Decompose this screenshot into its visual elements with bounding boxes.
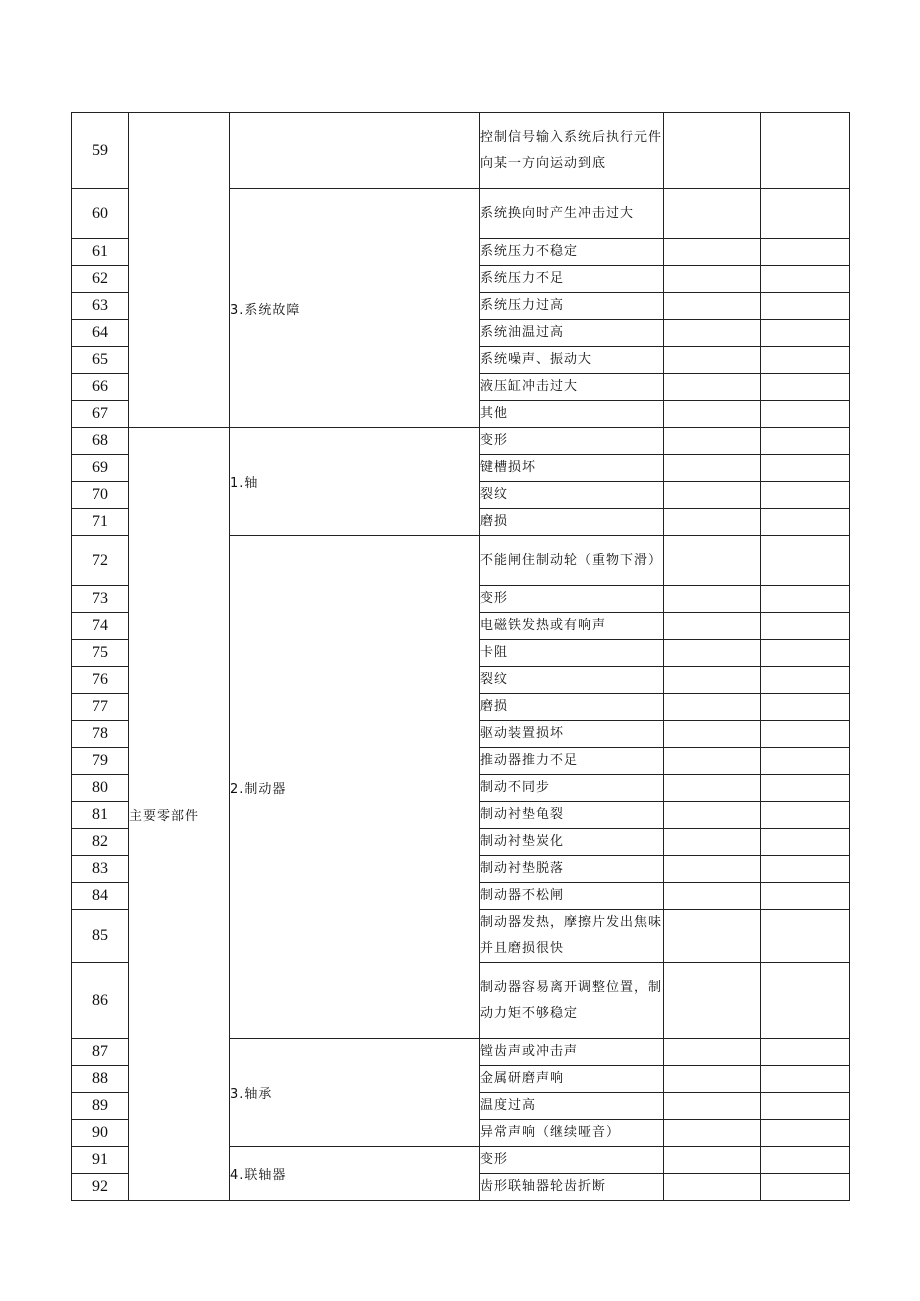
row-number: 62 <box>72 266 129 293</box>
fault-description: 卡阻 <box>480 640 664 667</box>
fault-description: 制动不同步 <box>480 775 664 802</box>
fault-description: 磨损 <box>480 694 664 721</box>
subgroup-brake: 2.制动器 <box>230 536 480 1039</box>
remark-cell[interactable] <box>761 1039 850 1066</box>
subgroup-cell-empty <box>230 113 480 189</box>
fault-description: 金属研磨声响 <box>480 1066 664 1093</box>
fault-description: 变形 <box>480 428 664 455</box>
remark-cell[interactable] <box>761 667 850 694</box>
fault-description: 系统油温过高 <box>480 320 664 347</box>
subgroup-coupling: 4.联轴器 <box>230 1147 480 1201</box>
fault-description: 制动器不松闸 <box>480 883 664 910</box>
fault-description: 制动器发热，摩擦片发出焦味并且磨损很快 <box>480 910 664 963</box>
result-cell[interactable] <box>664 455 761 482</box>
remark-cell[interactable] <box>761 347 850 374</box>
row-number: 71 <box>72 509 129 536</box>
row-number: 64 <box>72 320 129 347</box>
remark-cell[interactable] <box>761 428 850 455</box>
remark-cell[interactable] <box>761 640 850 667</box>
subgroup-system-fault: 3.系统故障 <box>230 189 480 428</box>
result-cell[interactable] <box>664 1066 761 1093</box>
remark-cell[interactable] <box>761 189 850 239</box>
result-cell[interactable] <box>664 428 761 455</box>
row-number: 92 <box>72 1174 129 1201</box>
result-cell[interactable] <box>664 640 761 667</box>
result-cell[interactable] <box>664 802 761 829</box>
remark-cell[interactable] <box>761 829 850 856</box>
result-cell[interactable] <box>664 586 761 613</box>
remark-cell[interactable] <box>761 455 850 482</box>
remark-cell[interactable] <box>761 401 850 428</box>
fault-description: 不能闸住制动轮（重物下滑） <box>480 536 664 586</box>
row-number: 70 <box>72 482 129 509</box>
fault-description: 系统噪声、振动大 <box>480 347 664 374</box>
fault-description: 制动器容易离开调整位置，制动力矩不够稳定 <box>480 963 664 1039</box>
result-cell[interactable] <box>664 482 761 509</box>
fault-description: 齿形联轴器轮齿折断 <box>480 1174 664 1201</box>
category-cell-empty <box>129 113 230 428</box>
row-number: 85 <box>72 910 129 963</box>
result-cell[interactable] <box>664 963 761 1039</box>
result-cell[interactable] <box>664 910 761 963</box>
subgroup-bearing: 3.轴承 <box>230 1039 480 1147</box>
fault-description: 变形 <box>480 1147 664 1174</box>
result-cell[interactable] <box>664 239 761 266</box>
row-number: 89 <box>72 1093 129 1120</box>
row-number: 63 <box>72 293 129 320</box>
row-number: 82 <box>72 829 129 856</box>
remark-cell[interactable] <box>761 748 850 775</box>
result-cell[interactable] <box>664 748 761 775</box>
remark-cell[interactable] <box>761 374 850 401</box>
result-cell[interactable] <box>664 694 761 721</box>
row-number: 80 <box>72 775 129 802</box>
result-cell[interactable] <box>664 1174 761 1201</box>
remark-cell[interactable] <box>761 694 850 721</box>
remark-cell[interactable] <box>761 1066 850 1093</box>
fault-description: 控制信号输入系统后执行元件向某一方向运动到底 <box>480 113 664 189</box>
fault-description: 裂纹 <box>480 667 664 694</box>
result-cell[interactable] <box>664 775 761 802</box>
result-cell[interactable] <box>664 113 761 189</box>
result-cell[interactable] <box>664 1147 761 1174</box>
remark-cell[interactable] <box>761 239 850 266</box>
row-number: 86 <box>72 963 129 1039</box>
remark-cell[interactable] <box>761 1120 850 1147</box>
row-number: 73 <box>72 586 129 613</box>
remark-cell[interactable] <box>761 613 850 640</box>
result-cell[interactable] <box>664 266 761 293</box>
fault-description: 磨损 <box>480 509 664 536</box>
remark-cell[interactable] <box>761 775 850 802</box>
remark-cell[interactable] <box>761 802 850 829</box>
remark-cell[interactable] <box>761 883 850 910</box>
result-cell[interactable] <box>664 1039 761 1066</box>
fault-description: 其他 <box>480 401 664 428</box>
remark-cell[interactable] <box>761 266 850 293</box>
result-cell[interactable] <box>664 401 761 428</box>
row-number: 60 <box>72 189 129 239</box>
remark-cell[interactable] <box>761 113 850 189</box>
result-cell[interactable] <box>664 374 761 401</box>
remark-cell[interactable] <box>761 586 850 613</box>
fault-description: 驱动装置损坏 <box>480 721 664 748</box>
fault-description: 系统压力过高 <box>480 293 664 320</box>
fault-description: 电磁铁发热或有响声 <box>480 613 664 640</box>
result-cell[interactable] <box>664 667 761 694</box>
remark-cell[interactable] <box>761 293 850 320</box>
result-cell[interactable] <box>664 883 761 910</box>
fault-description: 推动器推力不足 <box>480 748 664 775</box>
row-number: 66 <box>72 374 129 401</box>
row-number: 81 <box>72 802 129 829</box>
fault-description: 制动衬垫炭化 <box>480 829 664 856</box>
row-number: 59 <box>72 113 129 189</box>
fault-description: 变形 <box>480 586 664 613</box>
remark-cell[interactable] <box>761 910 850 963</box>
row-number: 61 <box>72 239 129 266</box>
result-cell[interactable] <box>664 613 761 640</box>
result-cell[interactable] <box>664 509 761 536</box>
row-number: 83 <box>72 856 129 883</box>
result-cell[interactable] <box>664 293 761 320</box>
result-cell[interactable] <box>664 829 761 856</box>
remark-cell[interactable] <box>761 721 850 748</box>
result-cell[interactable] <box>664 320 761 347</box>
table-row <box>72 113 850 189</box>
fault-description: 系统压力不足 <box>480 266 664 293</box>
row-number: 65 <box>72 347 129 374</box>
remark-cell[interactable] <box>761 509 850 536</box>
result-cell[interactable] <box>664 856 761 883</box>
fault-description: 系统压力不稳定 <box>480 239 664 266</box>
row-number: 72 <box>72 536 129 586</box>
remark-cell[interactable] <box>761 1093 850 1120</box>
row-number: 79 <box>72 748 129 775</box>
row-number: 90 <box>72 1120 129 1147</box>
remark-cell[interactable] <box>761 482 850 509</box>
result-cell[interactable] <box>664 721 761 748</box>
fault-description: 制动衬垫龟裂 <box>480 802 664 829</box>
fault-description: 液压缸冲击过大 <box>480 374 664 401</box>
result-cell[interactable] <box>664 536 761 586</box>
inspection-table <box>71 112 850 1201</box>
result-cell[interactable] <box>664 1120 761 1147</box>
category-main-parts: 主要零部件 <box>129 428 230 1201</box>
row-number: 75 <box>72 640 129 667</box>
row-number: 77 <box>72 694 129 721</box>
remark-cell[interactable] <box>761 963 850 1039</box>
remark-cell[interactable] <box>761 320 850 347</box>
row-number: 76 <box>72 667 129 694</box>
fault-description: 制动衬垫脱落 <box>480 856 664 883</box>
row-number: 68 <box>72 428 129 455</box>
row-number: 84 <box>72 883 129 910</box>
remark-cell[interactable] <box>761 1147 850 1174</box>
remark-cell[interactable] <box>761 856 850 883</box>
fault-description: 镗齿声或冲击声 <box>480 1039 664 1066</box>
fault-description: 系统换向时产生冲击过大 <box>480 189 664 239</box>
row-number: 87 <box>72 1039 129 1066</box>
subgroup-shaft: 1.轴 <box>230 428 480 536</box>
table-row <box>72 428 850 455</box>
result-cell[interactable] <box>664 189 761 239</box>
row-number: 88 <box>72 1066 129 1093</box>
fault-description: 异常声响（继续哑音） <box>480 1120 664 1147</box>
remark-cell[interactable] <box>761 536 850 586</box>
result-cell[interactable] <box>664 1093 761 1120</box>
fault-description: 温度过高 <box>480 1093 664 1120</box>
row-number: 74 <box>72 613 129 640</box>
result-cell[interactable] <box>664 347 761 374</box>
remark-cell[interactable] <box>761 1174 850 1201</box>
row-number: 91 <box>72 1147 129 1174</box>
row-number: 78 <box>72 721 129 748</box>
row-number: 67 <box>72 401 129 428</box>
fault-description: 裂纹 <box>480 482 664 509</box>
row-number: 69 <box>72 455 129 482</box>
fault-description: 键槽损坏 <box>480 455 664 482</box>
